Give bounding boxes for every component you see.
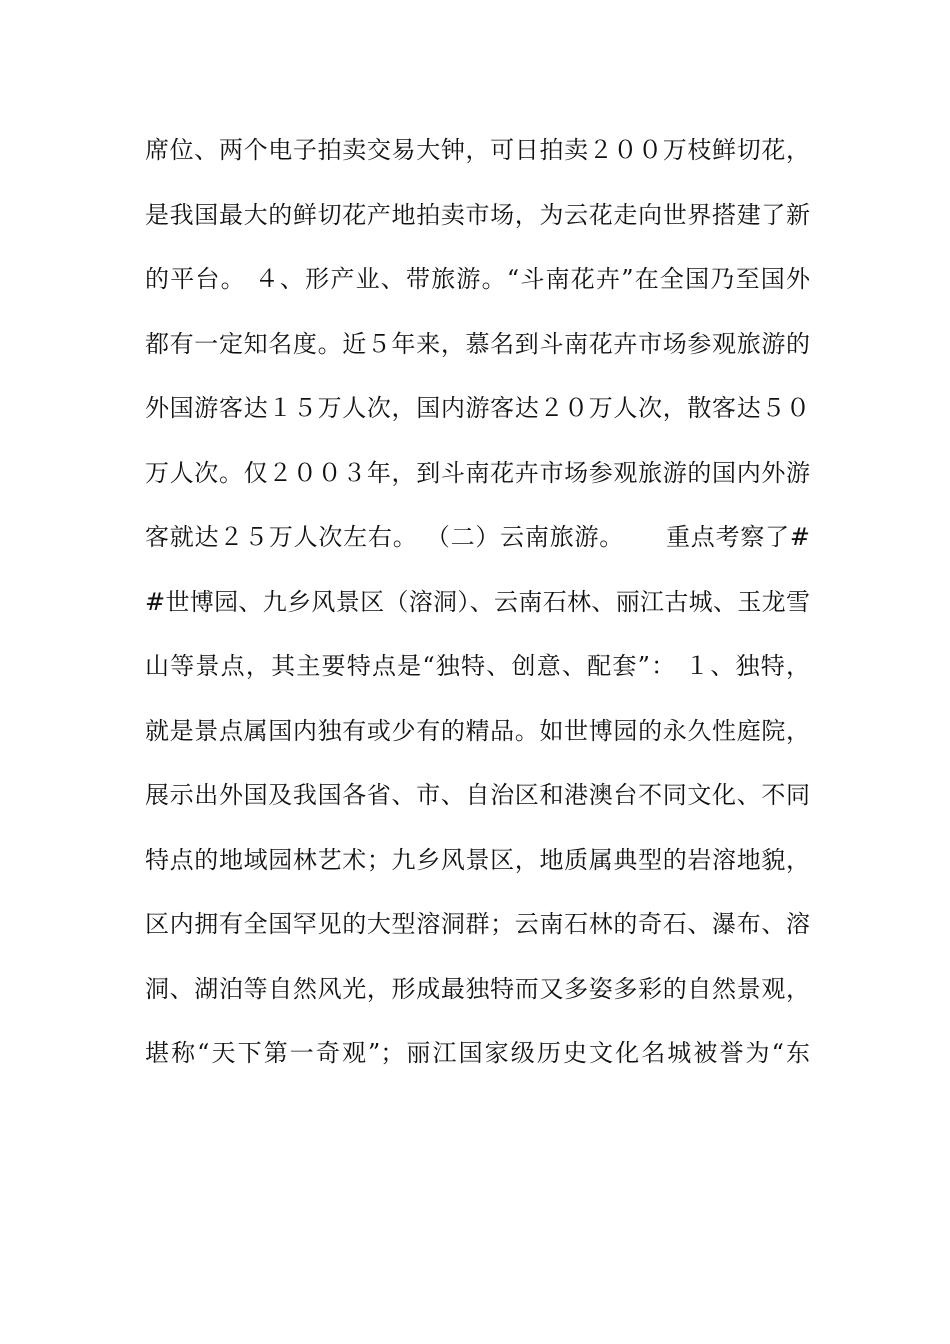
body-text bbox=[145, 136, 810, 1104]
text-line: 展示出外国及我国各省、市、自治区和港澳台不同文化、不同 bbox=[145, 781, 810, 809]
text-line: 的平台。 ４、形产业、带旅游。“斗南花卉”在全国乃至国外 bbox=[145, 265, 810, 293]
text-line: 区内拥有全国罕见的大型溶洞群；云南石林的奇石、瀑布、溶 bbox=[145, 910, 810, 938]
text-line: 客就达２５万人次左右。 （二）云南旅游。 重点考察了# bbox=[145, 523, 810, 551]
text-line: 堪称“天下第一奇观”；丽江国家级历史文化名城被誉为“东 bbox=[145, 1039, 810, 1067]
text-line: 特点的地域园林艺术；九乡风景区，地质属典型的岩溶地貌， bbox=[145, 845, 810, 874]
text-line: 都有一定知名度。近５年来，慕名到斗南花卉市场参观旅游的 bbox=[145, 329, 810, 358]
text-line: #世博园、九乡风景区（溶洞）、云南石林、丽江古城、玉龙雪 bbox=[145, 587, 810, 616]
text-line: 就是景点属国内独有或少有的精品。如世博园的永久性庭院， bbox=[145, 716, 810, 745]
text-line: 万人次。仅２００３年，到斗南花卉市场参观旅游的国内外游 bbox=[145, 458, 810, 487]
text-line: 洞、湖泊等自然风光，形成最独特而又多姿多彩的自然景观， bbox=[145, 974, 810, 1003]
text-line: 席位、两个电子拍卖交易大钟，可日拍卖２００万枝鲜切花， bbox=[145, 136, 810, 164]
text-line: 山等景点，其主要特点是“独特、创意、配套”： １、独特， bbox=[145, 652, 810, 680]
text-line: 是我国最大的鲜切花产地拍卖市场，为云花走向世界搭建了新 bbox=[145, 200, 810, 229]
text-line: 外国游客达１５万人次，国内游客达２０万人次，散客达５０ bbox=[145, 394, 810, 422]
